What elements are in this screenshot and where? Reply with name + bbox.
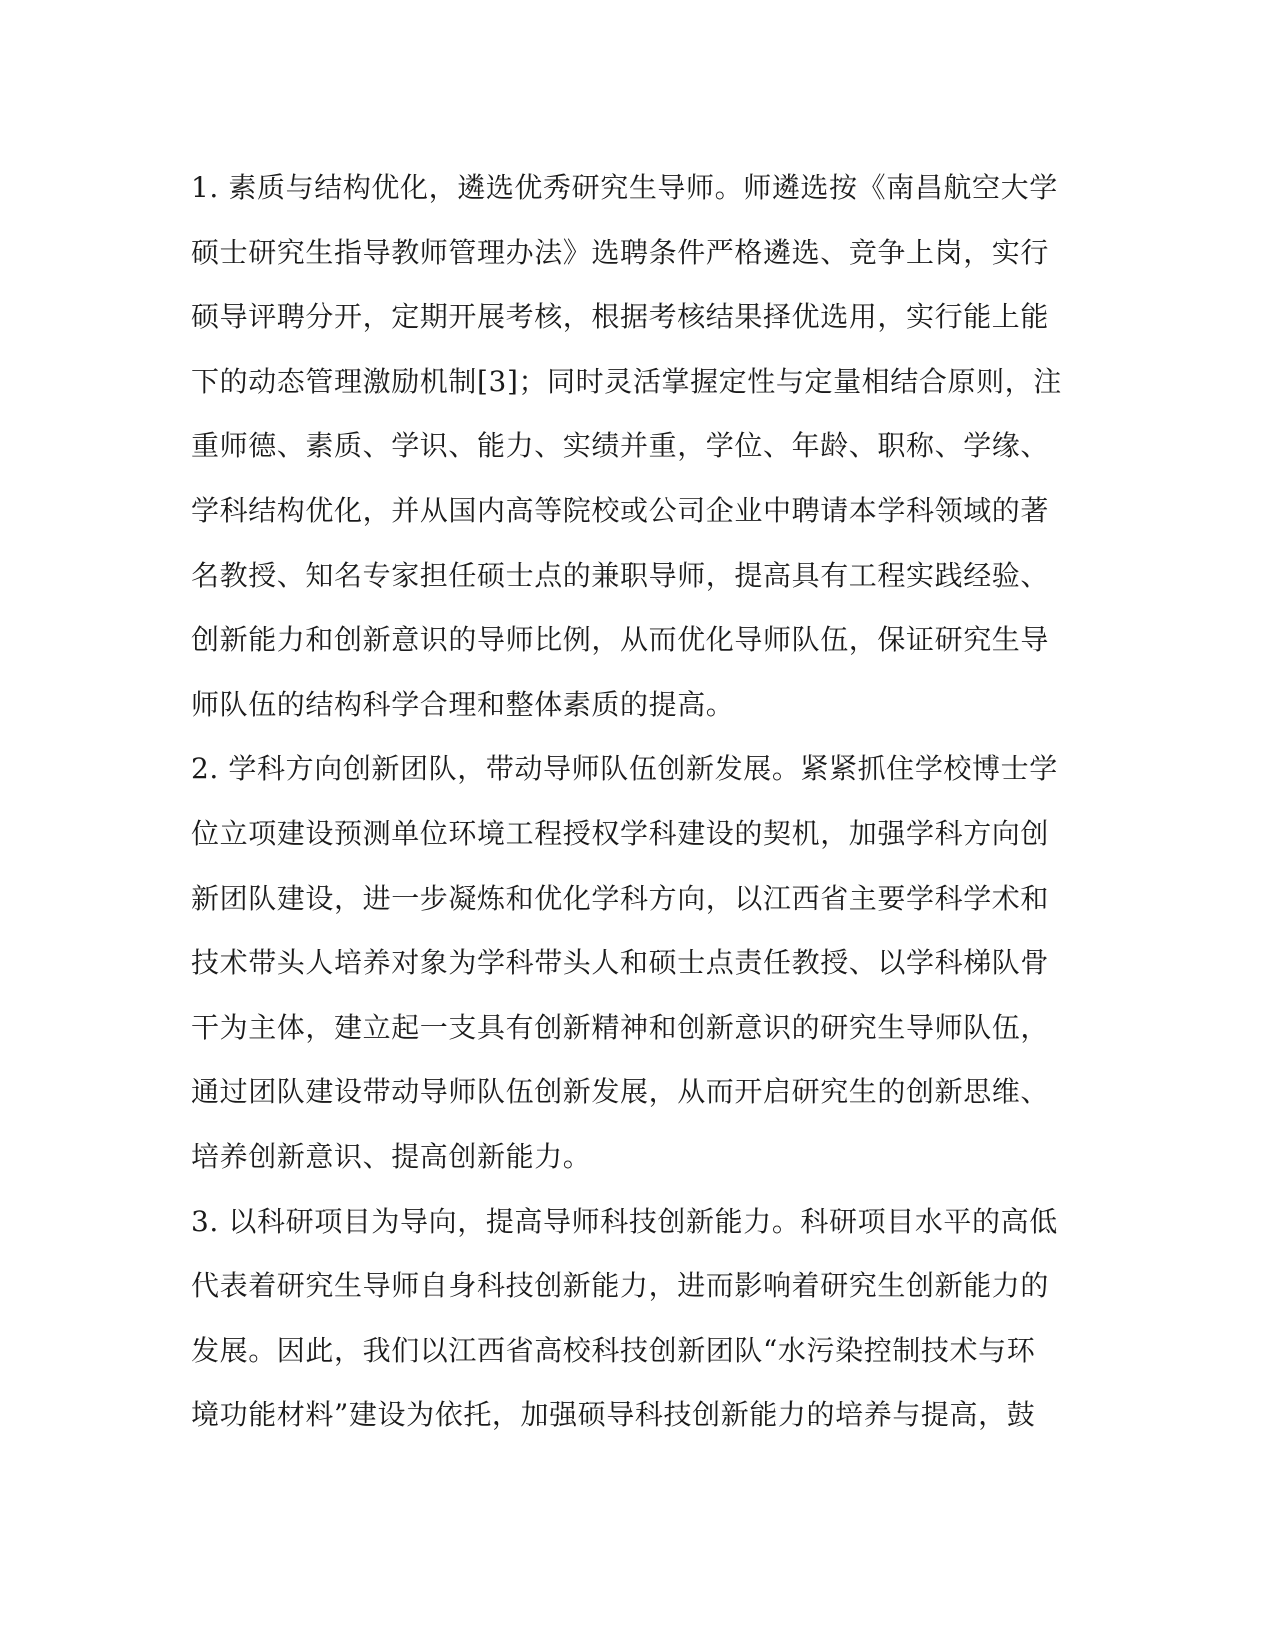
text-line: 境功能材料”建设为依托，加强硕导科技创新能力的培养与提高，鼓 <box>191 1398 1036 1432</box>
text-line: 3. 以科研项目为导向，提高导师科技创新能力。科研项目水平的高低 <box>191 1204 1058 1238</box>
text-line: 干为主体，建立起一支具有创新精神和创新意识的研究生导师队伍， <box>191 1010 1050 1044</box>
text-line: 名教授、知名专家担任硕士点的兼职导师，提高具有工程实践经验、 <box>191 558 1050 592</box>
text-line: 师队伍的结构科学合理和整体素质的提高。 <box>191 687 735 721</box>
text-line: 下的动态管理激励机制[3]；同时灵活掌握定性与定量相结合原则，注 <box>191 364 1062 398</box>
text-line: 技术带头人培养对象为学科带头人和硕士点责任教授、以学科梯队骨 <box>191 946 1050 980</box>
text-line: 新团队建设，进一步凝炼和优化学科方向，以江西省主要学科学术和 <box>191 881 1050 915</box>
text-line: 创新能力和创新意识的导师比例，从而优化导师队伍，保证研究生导 <box>191 623 1050 657</box>
text-line: 代表着研究生导师自身科技创新能力，进而影响着研究生创新能力的 <box>191 1269 1050 1303</box>
text-line: 学科结构优化，并从国内高等院校或公司企业中聘请本学科领域的著 <box>191 493 1050 527</box>
text-line: 重师德、素质、学识、能力、实绩并重，学位、年龄、职称、学缘、 <box>191 429 1050 463</box>
text-line: 位立项建设预测单位环境工程授权学科建设的契机，加强学科方向创 <box>191 816 1050 850</box>
body-text <box>191 156 1091 1448</box>
text-line: 硕士研究生指导教师管理办法》选聘条件严格遴选、竞争上岗，实行 <box>191 235 1050 269</box>
text-line: 2. 学科方向创新团队，带动导师队伍创新发展。紧紧抓住学校博士学 <box>191 752 1058 786</box>
text-line: 通过团队建设带动导师队伍创新发展，从而开启研究生的创新思维、 <box>191 1075 1050 1109</box>
text-line: 培养创新意识、提高创新能力。 <box>191 1139 592 1173</box>
text-line: 发展。因此，我们以江西省高校科技创新团队“水污染控制技术与环 <box>191 1333 1036 1367</box>
text-line: 硕导评聘分开，定期开展考核，根据考核结果择优选用，实行能上能 <box>191 300 1050 334</box>
text-line: 1. 素质与结构优化，遴选优秀研究生导师。师遴选按《南昌航空大学 <box>191 171 1058 204</box>
